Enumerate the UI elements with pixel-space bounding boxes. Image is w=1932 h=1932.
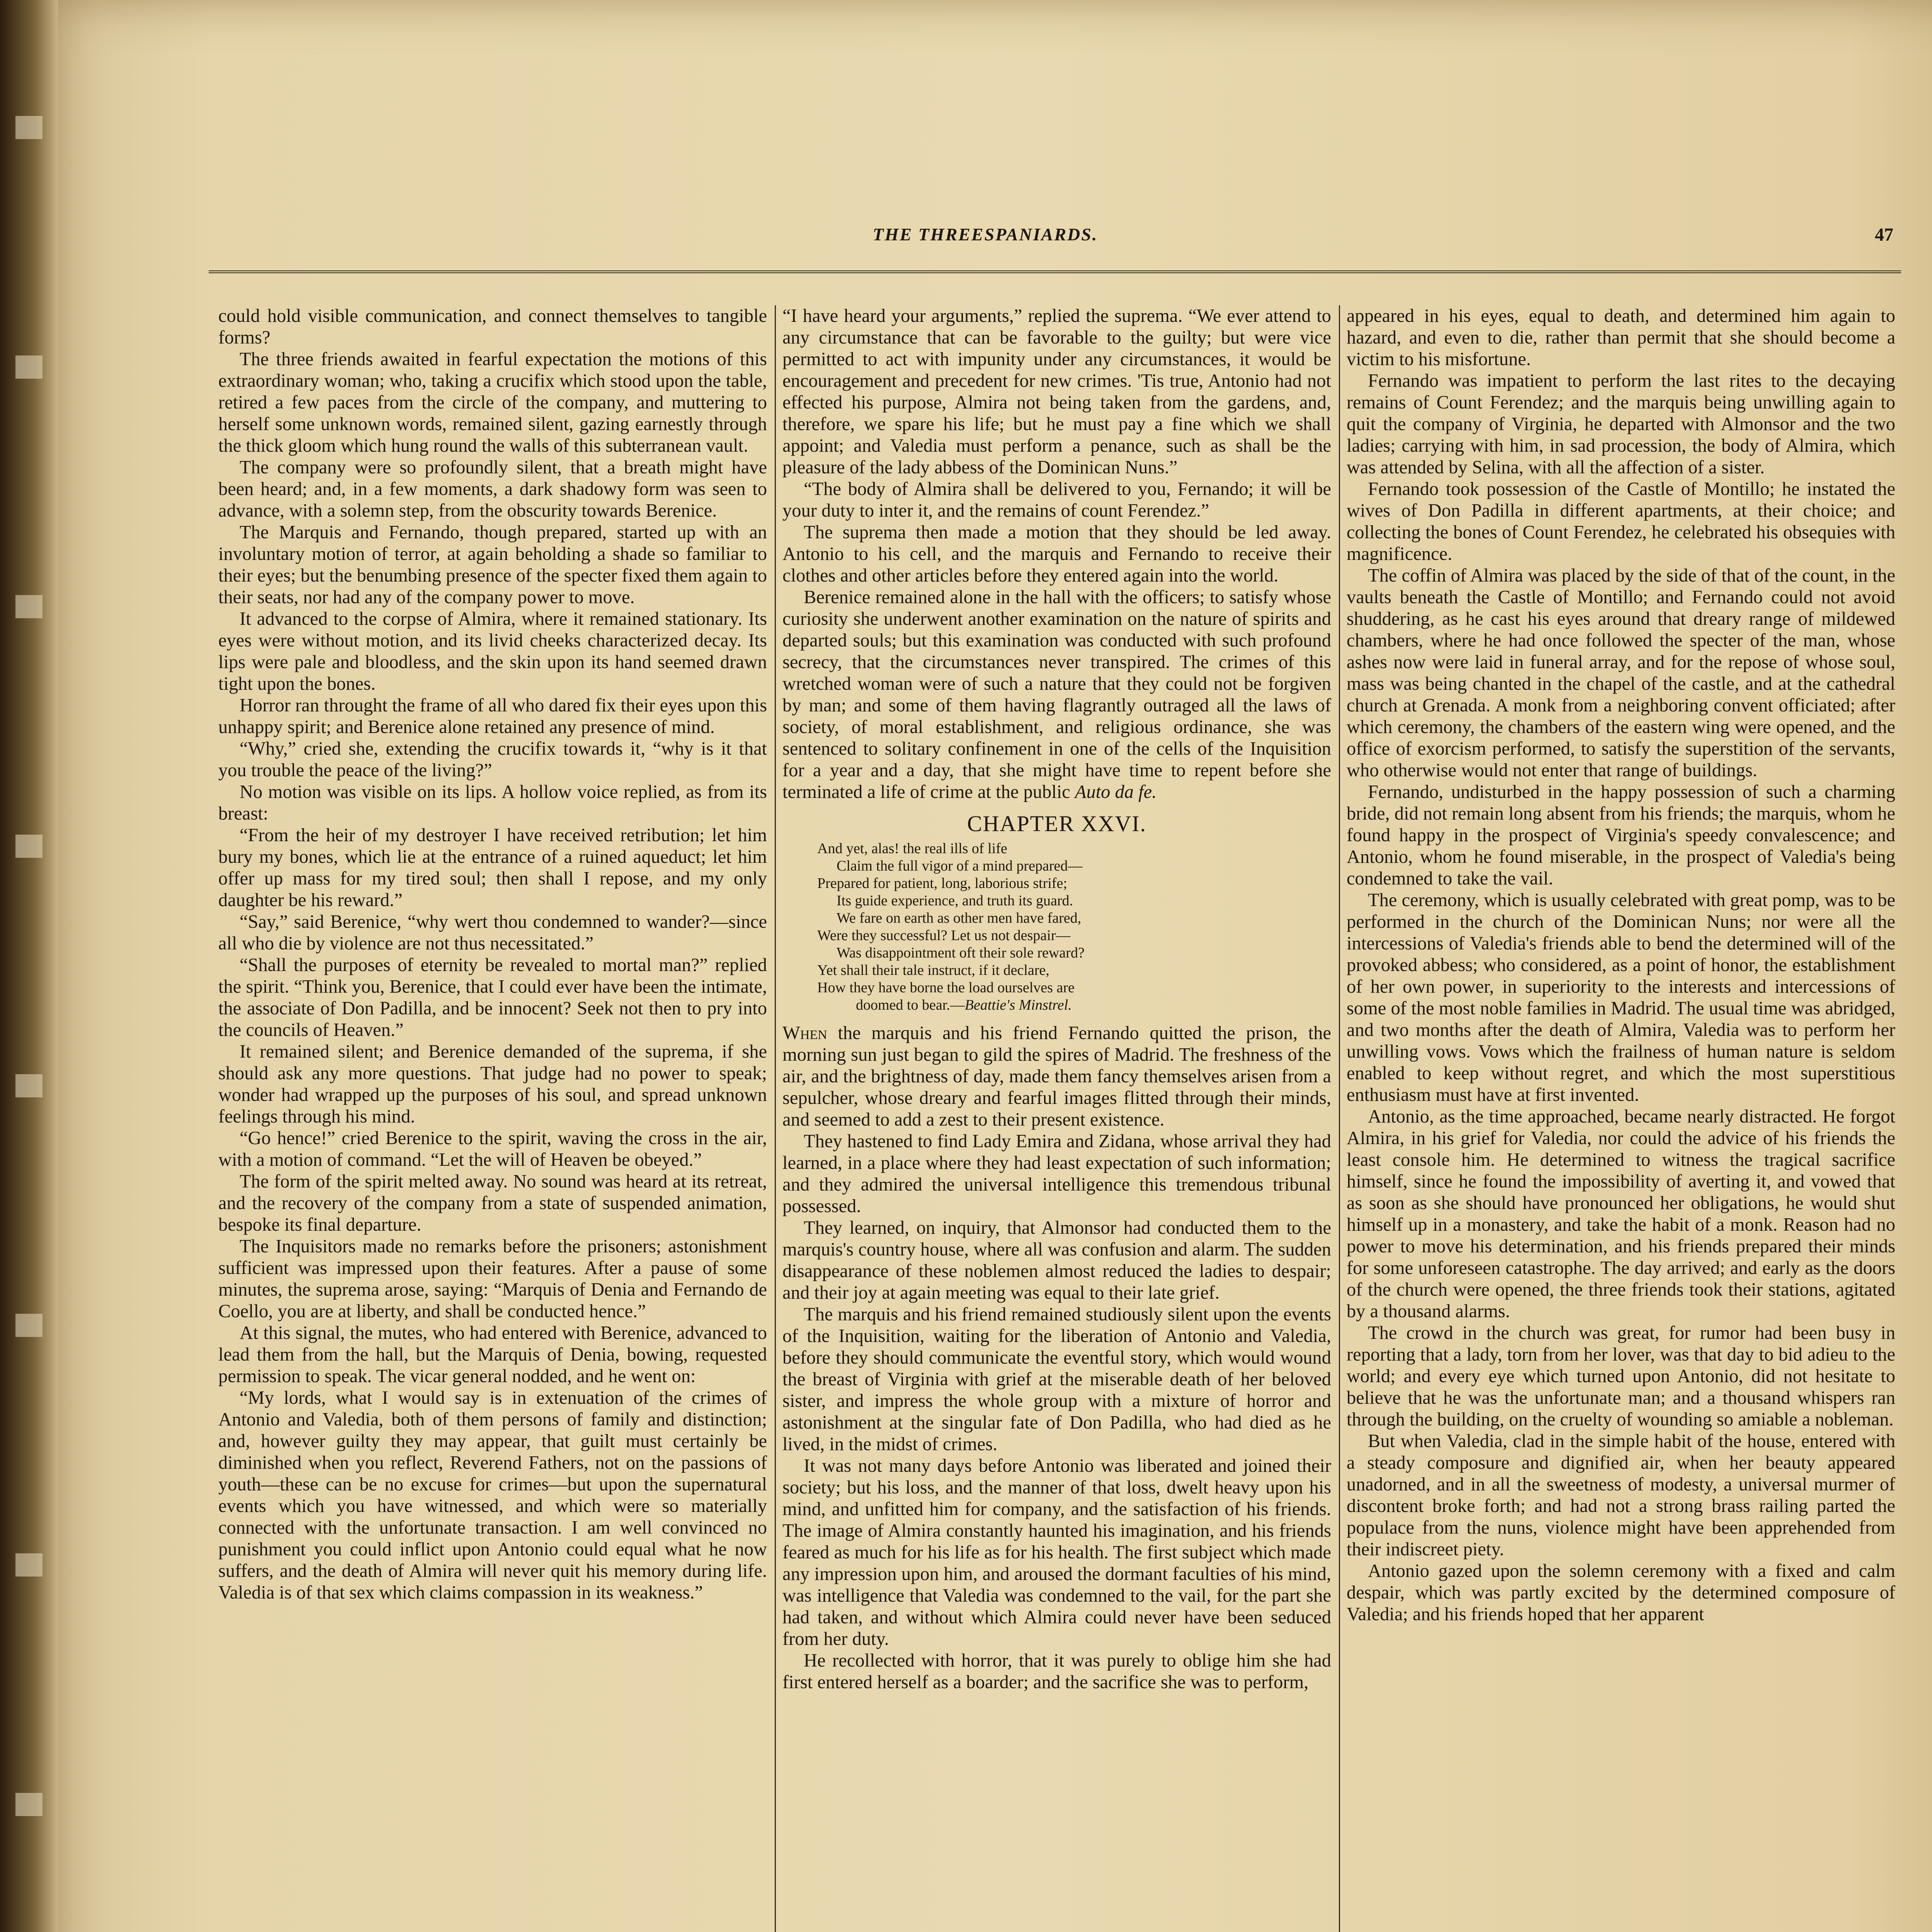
paragraph: The coffin of Almira was placed by the side of that of the count, in the vaults beneath the Castle of Montillo; and Fernando could not avoid shuddering, as he cast his eyes around that dreary range of mildewed chambers, where he had once followed the specter of the man, whose ashes now were laid in funeral array, and for the repose of whose soul, mass was being chanted in the chapel of the castle, and at the cathedral church at Grenada. A monk from a neighboring convent officiated; after which ceremony, the chambers of the eastern wing were opened, and the office of exorcism performed, to satisfy the superstition of the servants, who otherwise would not enter that range of buildings. <box>1347 565 1895 781</box>
text-column-3 <box>1347 305 1895 1932</box>
running-title: THE THREESPANIARDS. <box>872 224 1098 244</box>
epigraph-line: How they have borne the load ourselves are <box>817 980 1075 996</box>
epigraph-line: Prepared for patient, long, laborious strife; <box>817 875 1067 891</box>
paragraph: Fernando took possession of the Castle of Montillo; he instated the wives of Don Padilla in different apartments, at their choice; and collecting the bones of Count Ferendez, he celebrated his obsequies with magnificence. <box>1347 479 1895 564</box>
epigraph-line: We fare on earth as other men have fared, <box>837 910 1082 926</box>
paragraph: He recollected with horror, that it was purely to oblige him she had first entered herself as a boarder; and the sacrifice she was to perform, <box>782 1650 1331 1692</box>
binding-stitching <box>15 0 43 1932</box>
paragraph: Antonio gazed upon the solemn ceremony with a fixed and calm despair, which was partly excited by the determined composure of Valedia; and his friends hoped that her apparent <box>1347 1561 1895 1624</box>
page-header <box>77 224 1893 255</box>
paragraph: The three friends awaited in fearful expectation the motions of this extraordinary woman; who, taking a crucifix which stood upon the table, retired a few paces from the circle of the company, and muttering to herself some unknown words, remained silent, gazing earnestly through the thick gloom which hung round the walls of this subterranean vault. <box>218 349 767 456</box>
epigraph-line <box>817 997 1331 1014</box>
epigraph-text: doomed to bear.— <box>856 997 965 1013</box>
book-binding <box>0 0 58 1932</box>
paragraph: “Why,” cried she, extending the crucifix towards it, “why is it that you trouble the peace of the living?” <box>218 738 767 781</box>
paragraph: They learned, on inquiry, that Almonsor had conducted them to the marquis's country house, where all was confusion and alarm. The sudden disappearance of these noblemen almost reduced the ladies to despair; and their joy at again meeting was equal to their late grief. <box>782 1218 1331 1303</box>
chapter-lead-word: When <box>782 1023 827 1043</box>
paragraph: “My lords, what I would say is in extenuation of the crimes of Antonio and Valedia, both of them persons of family and distinction; and, however guilty they may appear, that guilt must certainly be diminished when you reflect, Reverend Fathers, not on the passions of youth—these can be no excuse for crimes—but upon the supernatural events which you have witnessed, and which were so materially connected with the unfortunate transaction. I am well convinced no punishment you could inflict upon Antonio could equal what he now suffers, and the death of Almira will never quit his memory during life. Valedia is of that sex which claims compassion in its weakness.” <box>218 1388 767 1603</box>
paragraph: They hastened to find Lady Emira and Zidana, whose arrival they had learned, in a place where they had least expectation of such information; and they admired the universal intelligence this tremendous tribunal possessed. <box>782 1131 1331 1216</box>
paragraph: Fernando was impatient to perform the last rites to the decaying remains of Count Ferendez; and the marquis being unwilling again to quit the company of Virginia, he departed with Almonsor and the two ladies; carrying with him, in sad procession, the body of Almira, which was attended by Selina, with all the affection of a sister. <box>1347 371 1895 478</box>
paragraph: “The body of Almira shall be delivered to you, Fernando; it will be your duty to inter it, and the remains of count Ferendez.” <box>782 479 1331 521</box>
epigraph-line: Yet shall their tale instruct, if it declare, <box>817 962 1049 978</box>
paragraph: “Shall the purposes of eternity be revealed to mortal man?” replied the spirit. “Think you, Berenice, that I could ever have been the intimate, the associate of Don Padilla, and be innocent? Seek not then to pry into the councils of Heaven.” <box>218 955 767 1040</box>
epigraph-attribution: Beattie's Minstrel. <box>964 997 1072 1013</box>
paragraph: The marquis and his friend remained studiously silent upon the events of the Inquisition, waiting for the liberation of Antonio and Valedia, before they should communicate the eventful story, which would wound the breast of Virginia with grief at the miserable death of her beloved sister, and impress the whole group with a mixture of horror and astonishment at the singular fate of Don Padilla, who had died as he lived, in the midst of crimes. <box>782 1304 1331 1454</box>
paragraph: appeared in his eyes, equal to death, and determined him again to hazard, and even to die, rather than permit that she should become a victim to his misfortune. <box>1347 306 1895 369</box>
chapter-title: CHAPTER XXVI. <box>967 811 1147 836</box>
page-number: 47 <box>1875 224 1893 245</box>
paragraph: The Inquisitors made no remarks before the prisoners; astonishment sufficient was impressed upon their features. After a pause of some minutes, the suprema arose, saying: “Marquis of Denia and Fernando de Coello, you are at liberty, and shall be conducted hence.” <box>218 1236 767 1321</box>
paragraph: The suprema then made a motion that they should be led away. Antonio to his cell, and the marquis and Fernando to receive their clothes and other articles before they entered again into the world. <box>782 522 1331 586</box>
paragraph-text: the marquis and his friend Fernando quitted the prison, the morning sun just began to gild the spires of Madrid. The freshness of the air, and the brightness of day, made them fancy themselves arisen from a sepulcher, whose dreary and fearful images flitted through their minds, and seemed to add a zest to their present existence. <box>782 1023 1331 1130</box>
epigraph-line: Was disappointment oft their sole reward? <box>837 945 1085 961</box>
header-rule <box>209 270 1901 273</box>
text-column-2 <box>782 305 1331 1932</box>
paragraph: The company were so profoundly silent, that a breath might have been heard; and, in a few moments, a dark shadowy form was seen to advance, with a solemn step, from the obscurity towards Berenice. <box>218 457 767 521</box>
paragraph: At this signal, the mutes, who had entered with Berenice, advanced to lead them from the hall, but the Marquis of Denia, bowing, requested permission to speak. The vicar general nodded, and he went on: <box>218 1323 767 1386</box>
paragraph: “I have heard your arguments,” replied the suprema. “We ever attend to any circumstance that can be favorable to the guilty; but were vice permitted to act with impunity under any circumstances, it would be encouragement and precedent for new crimes. 'Tis true, Antonio had not effected his purpose, Almira not being taken from the gardens, and, therefore, we spare his life; but he must pay a fine which we shall appoint; and Valedia must perform a penance, such as shall be the pleasure of the lady abbess of the Dominican Nuns.” <box>782 306 1331 478</box>
paragraph-text: Berenice remained alone in the hall with the officers; to satisfy whose curiosity she underwent another examination on the nature of spirits and departed souls; but this examination was conducted with such profound secrecy, that the circumstances never transpired. The crimes of this wretched woman were of such a nature that they could not be forgiven by man; and some of them having flagrantly outraged all the laws of society, of moral establishment, and religious ordinance, she was sentenced to solitary confinement in one of the cells of the Inquisition for a year and a day, that she might have time to repent before she terminated a life of crime at the public <box>782 587 1331 802</box>
text-column-1 <box>218 305 767 1932</box>
paragraph: Fernando, undisturbed in the happy possession of such a charming bride, did not remain long absent from his friends; the marquis, whom he found happy in the prospect of Virginia's speedy convalescence; and Antonio, whom he found miserable, in the prospect of Valedia's being condemned to take the vail. <box>1347 782 1895 889</box>
paragraph: “From the heir of my destroyer I have received retribution; let him bury my bones, which lie at the entrance of a ruined aqueduct; let him offer up mass for my tired soul; then shall I repose, and my only daughter be his reward.” <box>218 825 767 910</box>
paragraph: could hold visible communication, and connect themselves to tangible forms? <box>218 306 767 348</box>
paragraph: No motion was visible on its lips. A hollow voice replied, as from its breast: <box>218 782 767 824</box>
paragraph: The crowd in the church was great, for rumor had been busy in reporting that a lady, torn from her lover, was that day to bid adieu to the world; and every eye which turned upon Antonio, did not hesitate to believe that he was the unfortunate man; and a thousand whispers ran through the building, on the cruelty of wounding so amiable a nobleman. <box>1347 1323 1895 1430</box>
paragraph: Horror ran throught the frame of all who dared fix their eyes upon this unhappy spirit; and Berenice alone retained any presence of mind. <box>218 695 767 737</box>
column-rule <box>1339 305 1340 1932</box>
column-rule <box>775 305 776 1932</box>
paragraph: But when Valedia, clad in the simple habit of the house, entered with a steady composure and dignified air, when her beauty appeared unadorned, and in all the sweetness of modesty, a universal murmer of discontent broke forth; and had not a strong brass railing parted the populace from the nuns, violence might have been apprehended from their indiscreet piety. <box>1347 1431 1895 1560</box>
epigraph <box>817 840 1331 1014</box>
paragraph: The form of the spirit melted away. No sound was heard at its retreat, and the recovery of the company from a state of suspended animation, bespoke its final departure. <box>218 1171 767 1235</box>
epigraph-line: And yet, alas! the real ills of life <box>817 840 1007 857</box>
paragraph: Antonio, as the time approached, became nearly distracted. He forgot Almira, in his grief for Valedia, nor could the advice of his friends the least console him. He determined to witness the tragical sacrifice himself, since he found the impossibility of averting it, and vowed that as soon as she should have pronounced her obligations, he would shut himself up in a monastery, and take the habit of a monk. Reason had no power to move his determination, and his friends prepared their minds for some unforeseen catastrophe. The day arrived; and early as the doors of the church were opened, the three friends took their stations, agitated by a thousand alarms. <box>1347 1106 1895 1321</box>
epigraph-line: Claim the full vigor of a mind prepared— <box>837 858 1083 874</box>
paragraph: “Say,” said Berenice, “why wert thou condemned to wander?—since all who die by violence are not thus necessitated.” <box>218 912 767 954</box>
italic-phrase: Auto da fe. <box>1075 782 1157 802</box>
paragraph: The Marquis and Fernando, though prepared, started up with an involuntary motion of terror, at again beholding a shade so familiar to their eyes; but the benumbing presence of the specter fixed them again to their seats, nor had any of the company power to move. <box>218 522 767 607</box>
paragraph: It was not many days before Antonio was liberated and joined their society; but his loss, and the manner of that loss, dwelt heavy upon his mind, and unfitted him for company, and the satisfaction of his friends. The image of Almira constantly haunted his imagination, and his friends feared as much for his life as for his health. The first subject which made any impression upon him, and aroused the dormant faculties of his mind, was intelligence that Valedia was condemned to the vail, for the part she had taken, and without which Almira could never have been seduced from her duty. <box>782 1456 1331 1649</box>
epigraph-line: Its guide experience, and truth its guard. <box>837 893 1073 909</box>
paragraph: It remained silent; and Berenice demanded of the suprema, if she should ask any more questions. That judge had no power to speak; wonder had wrapped up the purposes of his soul, and spread unknown feelings through his mind. <box>218 1041 767 1127</box>
paragraph <box>782 1022 1331 1131</box>
paragraph: It advanced to the corpse of Almira, where it remained stationary. Its eyes were without motion, and its livid cheeks characterized decay. Its lips were pale and bloodless, and the skin upon its hand seemed drawn tight upon the bones. <box>218 609 767 694</box>
paragraph: “Go hence!” cried Berenice to the spirit, waving the cross in the air, with a motion of command. “Let the will of Heaven be obeyed.” <box>218 1128 767 1170</box>
paragraph: The ceremony, which is usually celebrated with great pomp, was to be performed in the church of the Dominican Nuns; nor were all the intercessions of Valedia's friends able to bend the determined will of the provoked abbess; who considered, as a point of honor, the establishment of her own power, in superiority to the interests and intercessions of some of the most noble families in Madrid. The usual time was abridged, and two months after the death of Almira, Valedia was to perform her unwilling vows. Vows which the frailness of human nature is seldom enabled to keep without regret, and which the most superstitious enthusiasm must have at first invented. <box>1347 890 1895 1105</box>
paragraph <box>782 587 1331 803</box>
epigraph-line: Were they successful? Let us not despair— <box>817 927 1071 944</box>
